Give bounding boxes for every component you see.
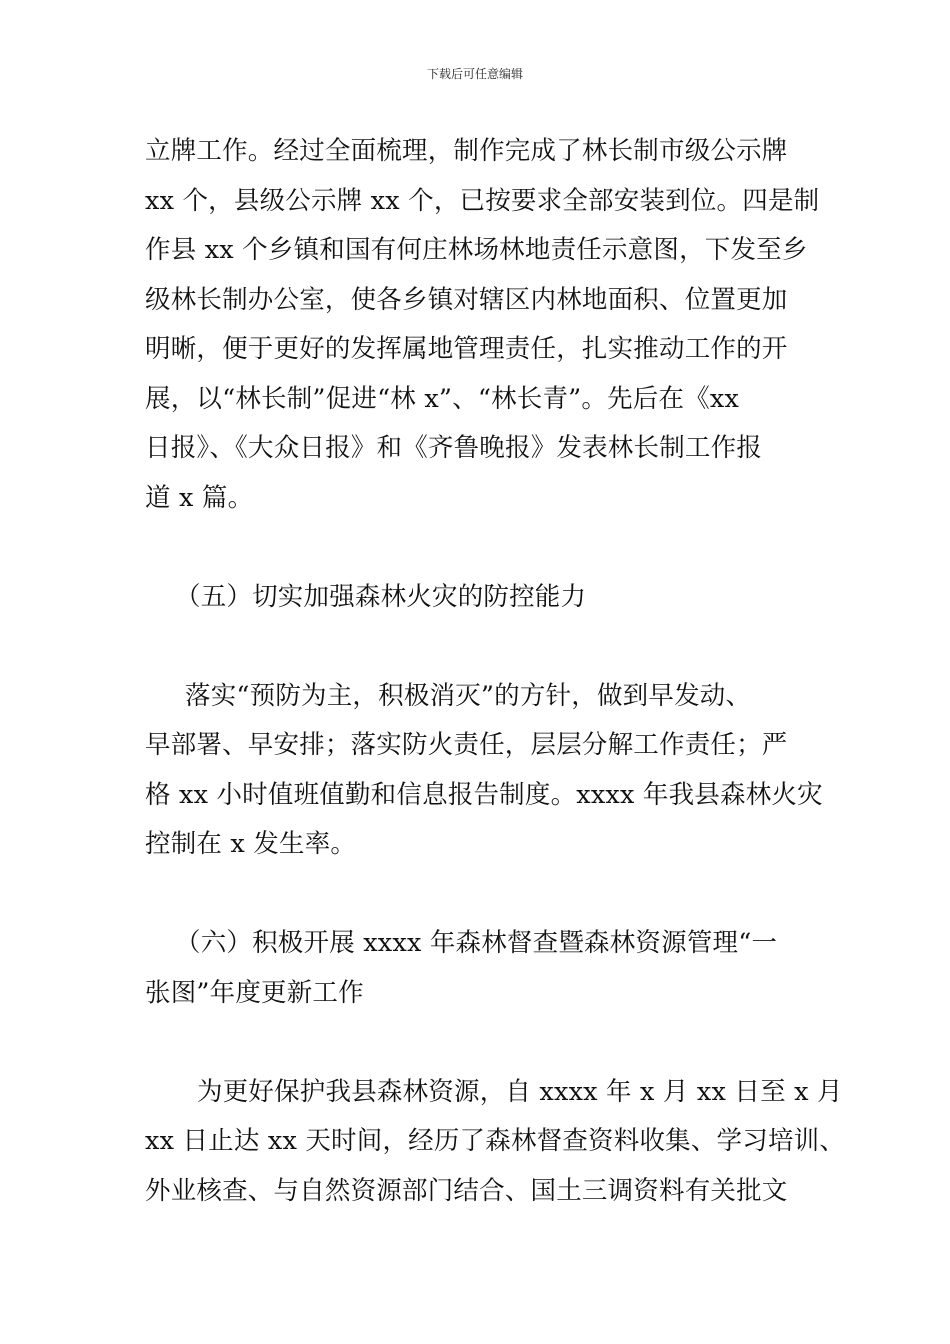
section-heading-5: （五）切实加强森林火灾的防控能力 [175,581,587,612]
text-line: 作县 xx 个乡镇和国有何庄林场林地责任示意图，下发至乡 [145,235,808,265]
text-line: 控制在 x 发生率。 [145,829,357,859]
document-body [145,127,846,1216]
text-line: 展，以“林长制”促进“林 x”、“林长青”。先后在《xx [145,383,740,414]
text-line: xx 个，县级公示牌 xx 个，已按要求全部安装到位。四是制 [145,185,820,216]
text-line: 格 xx 小时值班值勤和信息报告制度。xxxx 年我县森林火灾 [145,779,823,810]
text-line: 明晰，便于更好的发挥属地管理责任，扎实推动工作的开 [145,334,788,364]
section-heading-6 [145,919,825,1018]
paragraph-fire-prevention [145,672,825,870]
text-line: （六）积极开展 xxxx 年森林督查暨森林资源管理“一 [175,928,778,958]
text-line: 外业核查、与自然资源部门结合、国土三调资料有关批文 [145,1175,788,1206]
text-line: 道 x 篇。 [145,482,254,513]
text-line: 张图”年度更新工作 [145,977,364,1008]
text-line: 级林长制办公室，使各乡镇对辖区内林地面积、位置更加 [145,284,788,315]
text-line: xx 日止达 xx 天时间，经历了森林督查资料收集、学习培训、 [145,1126,846,1156]
text-line: 立牌工作。经过全面梳理，制作完成了林长制市级公示牌 [145,136,788,166]
text-line: 早部署、早安排；落实防火责任，层层分解工作责任；严 [145,730,788,760]
paragraph-forest-chief-signs [145,127,825,523]
text-line: 为更好保护我县森林资源，自 xxxx 年 x 月 xx 日至 x 月 [197,1076,843,1107]
text-line: 落实“预防为主，积极消灭”的方针，做到早发动、 [185,680,752,711]
page-header: 下载后可任意编辑 [426,67,523,81]
paragraph-forest-inspection [145,1068,846,1217]
text-line: 日报》、《大众日报》和《齐鲁晚报》发表林长制工作报 [145,433,763,463]
